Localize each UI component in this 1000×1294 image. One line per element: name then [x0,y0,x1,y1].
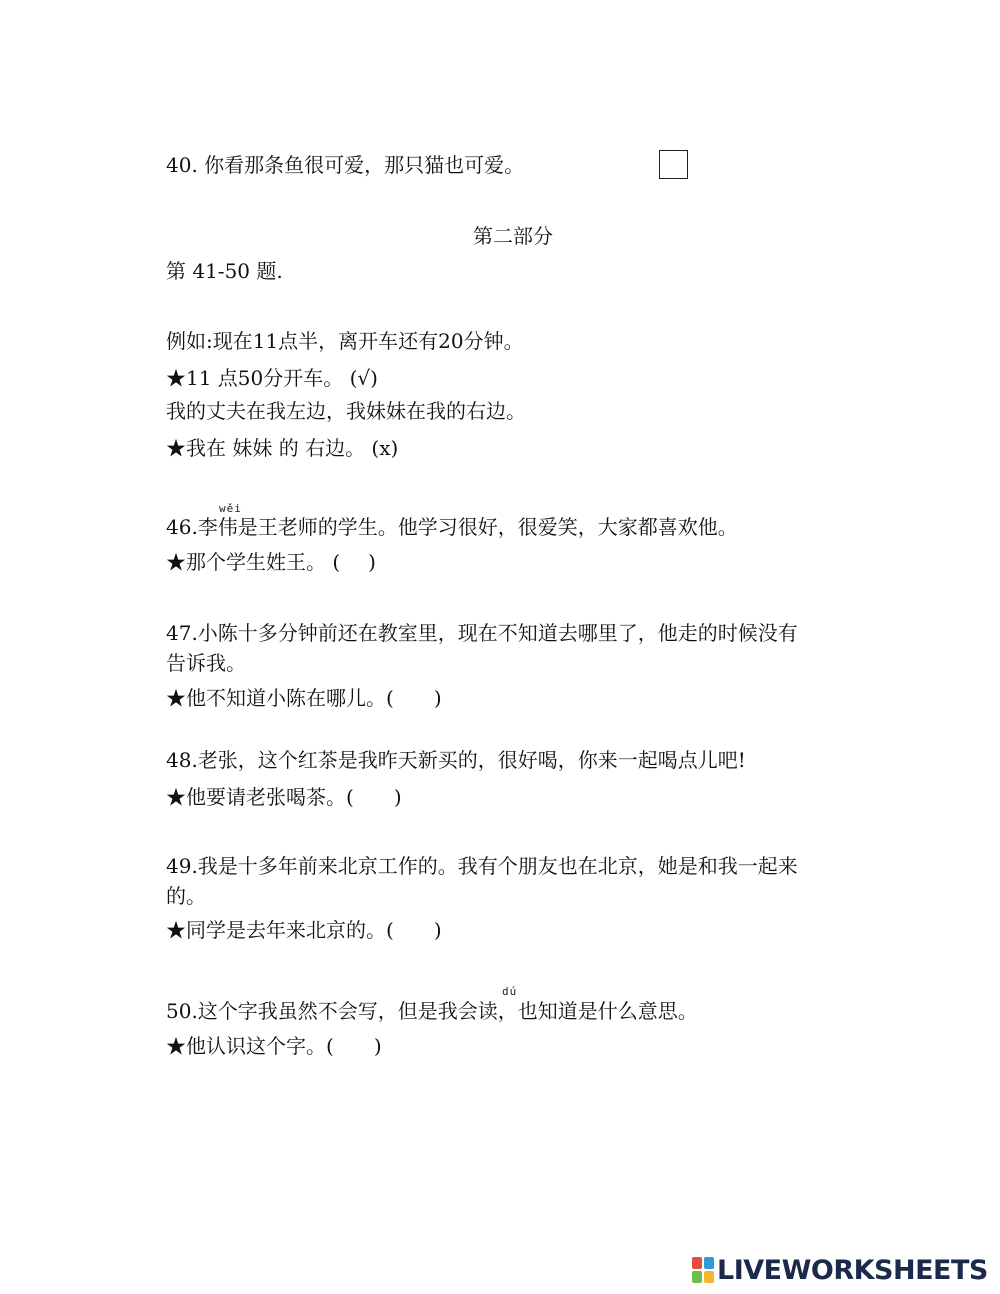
q46-close-paren: ) [368,550,376,574]
section-title: 第二部分 [473,224,553,248]
q50-close-paren: ) [373,1034,382,1058]
question-47-text-line-1: 47.小陈十多分钟前还在教室里，现在不知道去哪里了，他走的时候没有 [166,621,798,645]
q50-answer-blank[interactable] [334,1037,374,1059]
question-46-statement [166,550,376,575]
question-40-text: 40. 你看那条鱼很可爱，那只猫也可爱。 [166,153,525,177]
question-48-text: 48.老张，这个红茶是我昨天新买的，很好喝，你来一起喝点儿吧! [166,748,746,772]
liveworksheets-logo-icon [692,1257,714,1283]
q49-answer-blank[interactable] [394,921,434,943]
example-line-1: 例如:现在11点半，离开车还有20分钟。 [166,329,524,353]
q47-answer-blank[interactable] [394,689,434,711]
section-range: 第 41-50 题. [166,259,283,283]
q46-pinyin: wěi [219,502,242,515]
example-line-3: 我的丈夫在我左边，我妹妹在我的右边。 [166,399,526,423]
q50-pinyin: dú [502,985,518,998]
question-49-text-line-1: 49.我是十多年前来北京工作的。我有个朋友也在北京，她是和我一起来 [166,854,798,878]
question-47-statement [166,686,442,711]
q48-statement-text: ★他要请老张喝茶。( [166,785,354,809]
question-40-answer-box[interactable] [659,150,688,179]
question-47-text-line-2: 告诉我。 [166,651,246,675]
question-50-statement [166,1034,382,1059]
liveworksheets-logo [692,1256,988,1284]
q49-close-paren: ) [433,918,442,942]
q47-close-paren: ) [433,686,442,710]
question-49-statement [166,918,442,943]
example-line-2: ★11 点50分开车。 (√) [166,366,378,390]
q46-answer-blank[interactable] [340,553,368,575]
q48-answer-blank[interactable] [354,788,394,810]
liveworksheets-logo-text: LIVEWORKSHEETS [717,1254,988,1286]
q46-statement-text: ★那个学生姓王。 ( [166,550,341,574]
q47-statement-text: ★他不知道小陈在哪儿。( [166,686,394,710]
q48-close-paren: ) [393,785,402,809]
question-48-statement [166,785,402,810]
question-46-text: 46.李伟是王老师的学生。他学习很好，很爱笑，大家都喜欢他。 [166,515,738,539]
question-50-text: 50.这个字我虽然不会写，但是我会读，也知道是什么意思。 [166,999,698,1023]
q49-statement-text: ★同学是去年来北京的。( [166,918,394,942]
example-line-4: ★我在 妹妹 的 右边。 (x) [166,436,399,460]
q50-statement-text: ★他认识这个字。( [166,1034,334,1058]
question-49-text-line-2: 的。 [166,884,206,908]
